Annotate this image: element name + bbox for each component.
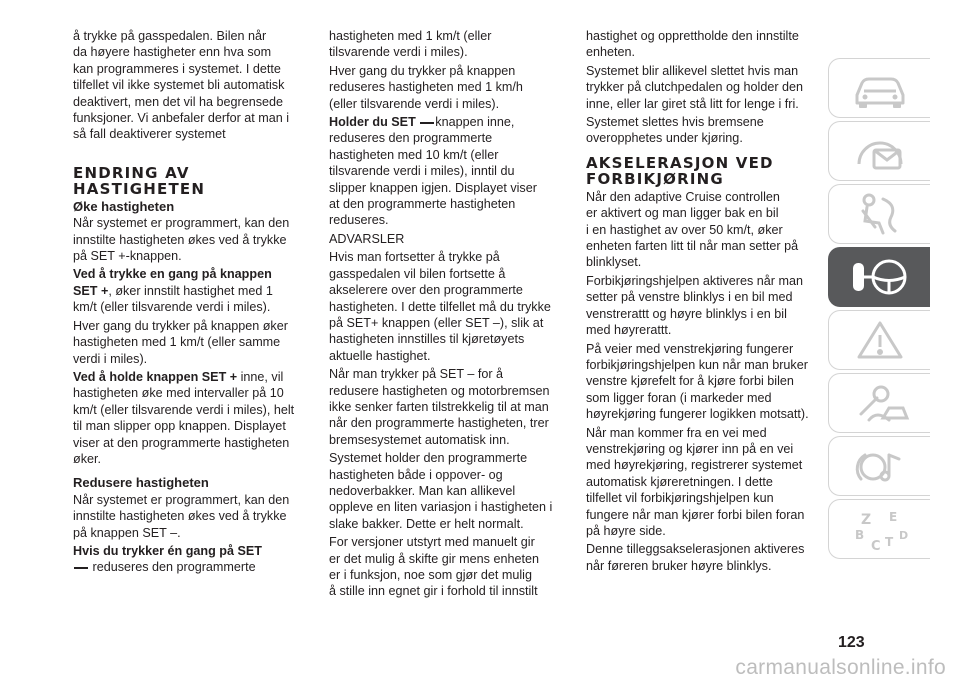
body-text: inne, vil hastigheten øke med intervaller på 10 km/t (eller tilsvarende verdi i miles), helt til man slipper opp knappen. Displayet viser at den programmerte hastigheten øker. xyxy=(73,369,295,466)
tab-car[interactable] xyxy=(828,58,930,118)
bold-text: Ved å trykke en gang på knappen SET + xyxy=(73,267,272,298)
page-number: 123 xyxy=(838,634,865,651)
bold-text: Holder du SET xyxy=(329,115,416,130)
paragraph xyxy=(73,369,305,467)
seat-airbag-icon xyxy=(849,191,911,237)
index-letter: Z xyxy=(860,512,871,528)
tab-starting-driving[interactable] xyxy=(828,247,930,307)
paragraph xyxy=(73,266,305,315)
index-letter: B xyxy=(854,528,864,542)
paragraph: Systemet slettes hvis bremsene overopphetes under kjøring. xyxy=(586,115,764,146)
subheading-redusere: Redusere hastigheten xyxy=(73,475,209,491)
subheading-oke: Øke hastigheten xyxy=(73,198,175,214)
paragraph: hastighet og opprettholde den innstilte enheten. xyxy=(586,29,799,60)
text-column-1 xyxy=(73,28,305,578)
tab-safety[interactable] xyxy=(828,184,930,244)
dashboard-warning-icon xyxy=(849,128,911,174)
body-text: knappen inne, reduseres den programmerte hastigheten med 10 km/t (eller tilsvarende verdi i miles), inntil du slipper knappen igjen. Displayet viser at den programmerte hastigheten reduseres. xyxy=(329,115,537,228)
warning-triangle-icon xyxy=(849,317,911,363)
paragraph: På veier med venstrekjøring fungerer forbikjøringshjelpen kun når man bruker venstre kjørefelt for å kjøre forbi bilen som ligger foran (i markeder med høyrekjøring fungerer logikken motsatt). xyxy=(586,341,809,422)
bold-text: Ved å holde knappen SET + xyxy=(73,369,238,384)
paragraph: å trykke på gasspedalen. Bilen når da høyere hastigheter enn hva som kan programmeres i systemet. I dette tilfellet vil ikke systemet bli automatisk deaktivert, men det vil ha begrensede funksjoner. Vi anbefaler derfor at man i så fall deaktiverer systemet xyxy=(73,29,290,142)
index-icon xyxy=(849,506,911,552)
paragraph: For versjoner utstyrt med manuelt gir er det mulig å skifte gir mens enheten er i funksjon, noe som gjør det mulig å stille inn egnet gir i forhold til innstilt xyxy=(329,535,540,599)
paragraph: Hver gang du trykker på knappen reduseres hastigheten med 1 km/h (eller tilsvarende verdi i miles). xyxy=(329,63,523,111)
car-icon xyxy=(849,65,911,111)
index-letter: T xyxy=(884,535,893,549)
section-heading-akselerasjon: AKSELERASJON VED FORBIKJØRING xyxy=(586,153,774,188)
body-text: , øker innstilt hastighet med 1 km/t (eller tilsvarende verdi i miles). xyxy=(73,283,273,315)
paragraph: Denne tilleggsakselerasjonen aktiveres når føreren bruker høyre blinklys. xyxy=(586,542,805,573)
paragraph: Systemet holder den programmerte hastigheten både i oppover- og nedoverbakker. Man kan allikevel oppleve en liten variasjon i hastigheten i slake bakker. Dette er helt normalt. xyxy=(329,451,553,531)
body-text: reduseres den programmerte xyxy=(92,560,256,575)
paragraph xyxy=(73,543,305,576)
paragraph: Når man trykker på SET – for å redusere hastigheten og motorbremsen ikke senker farten tilstrekkelig til at man når den programmerte hastigheten, trer bremsesystemet automatisk inn. xyxy=(329,367,550,447)
paragraph: hastigheten med 1 km/t (eller tilsvarende verdi i miles). xyxy=(329,29,492,60)
tab-dashboard[interactable] xyxy=(828,121,930,181)
tab-maintenance[interactable] xyxy=(828,373,930,433)
paragraph: Hvis man fortsetter å trykke på gasspedalen vil bilen fortsette å akselerere over den programmerte hastigheten. I dette tilfellet må du trykke på SET+ knappen (eller SET –), slik at hastigheten innstilles til kjøretøyets aktuelle hastighet. xyxy=(329,250,551,363)
paragraph: Når systemet er programmert, kan den innstilte hastigheten økes ved å trykke på SET +-knappen. xyxy=(73,216,290,264)
index-letter: E xyxy=(888,510,897,524)
media-icon xyxy=(849,443,911,489)
tab-emergency[interactable] xyxy=(828,310,930,370)
chapter-tabs-sidebar xyxy=(828,58,930,562)
paragraph: Forbikjøringshjelpen aktiveres når man setter på venstre blinklys i en bil med venstrerattt og høyre blinklys i en bil med høyrerattt. xyxy=(586,273,803,338)
paragraph: Hver gang du trykker på knappen øker hastigheten med 1 km/t (eller samme verdi i miles). xyxy=(73,318,288,366)
paragraph xyxy=(329,114,565,229)
bold-text: Hvis du trykker én gang på SET xyxy=(73,543,262,558)
dash-glyph xyxy=(420,122,434,124)
paragraph: Når man kommer fra en vei med venstrekjøring og kjører inn på en vei med høyrekjøring, registrerer systemet automatisk kjøreretningen. I dette tilfellet vil forbikjøringshjelpen kun fungere når man kjører forbi bilen foran på høyre side. xyxy=(586,425,805,538)
paragraph: Når systemet er programmert, kan den innstilte hastigheten økes ved å trykke på knappen SET –. xyxy=(73,492,290,540)
key-steering-wheel-icon xyxy=(849,254,911,300)
text-column-2 xyxy=(329,28,565,602)
index-letter: C xyxy=(870,539,881,552)
paragraph: ADVARSLER xyxy=(329,231,405,246)
tab-index[interactable] xyxy=(828,499,930,559)
paragraph: Systemet blir allikevel slettet hvis man trykker på clutchpedalen og holder den inne, eller lar giret stå litt for lenge i fri. xyxy=(586,63,804,111)
index-letter: D xyxy=(898,529,908,542)
section-heading-endring: ENDRING AV HASTIGHETEN xyxy=(73,163,206,198)
wrench-car-icon xyxy=(849,380,911,426)
watermark-text[interactable]: carmanualsonline.info xyxy=(735,656,946,679)
tab-multimedia[interactable] xyxy=(828,436,930,496)
paragraph: Når den adaptive Cruise controllen er aktivert og man ligger bak en bil i en hastighet av over 50 km/t, øker enheten farten litt til når man setter på blinklyset. xyxy=(586,189,799,270)
dash-glyph xyxy=(74,567,88,569)
text-column-3 xyxy=(586,28,818,576)
